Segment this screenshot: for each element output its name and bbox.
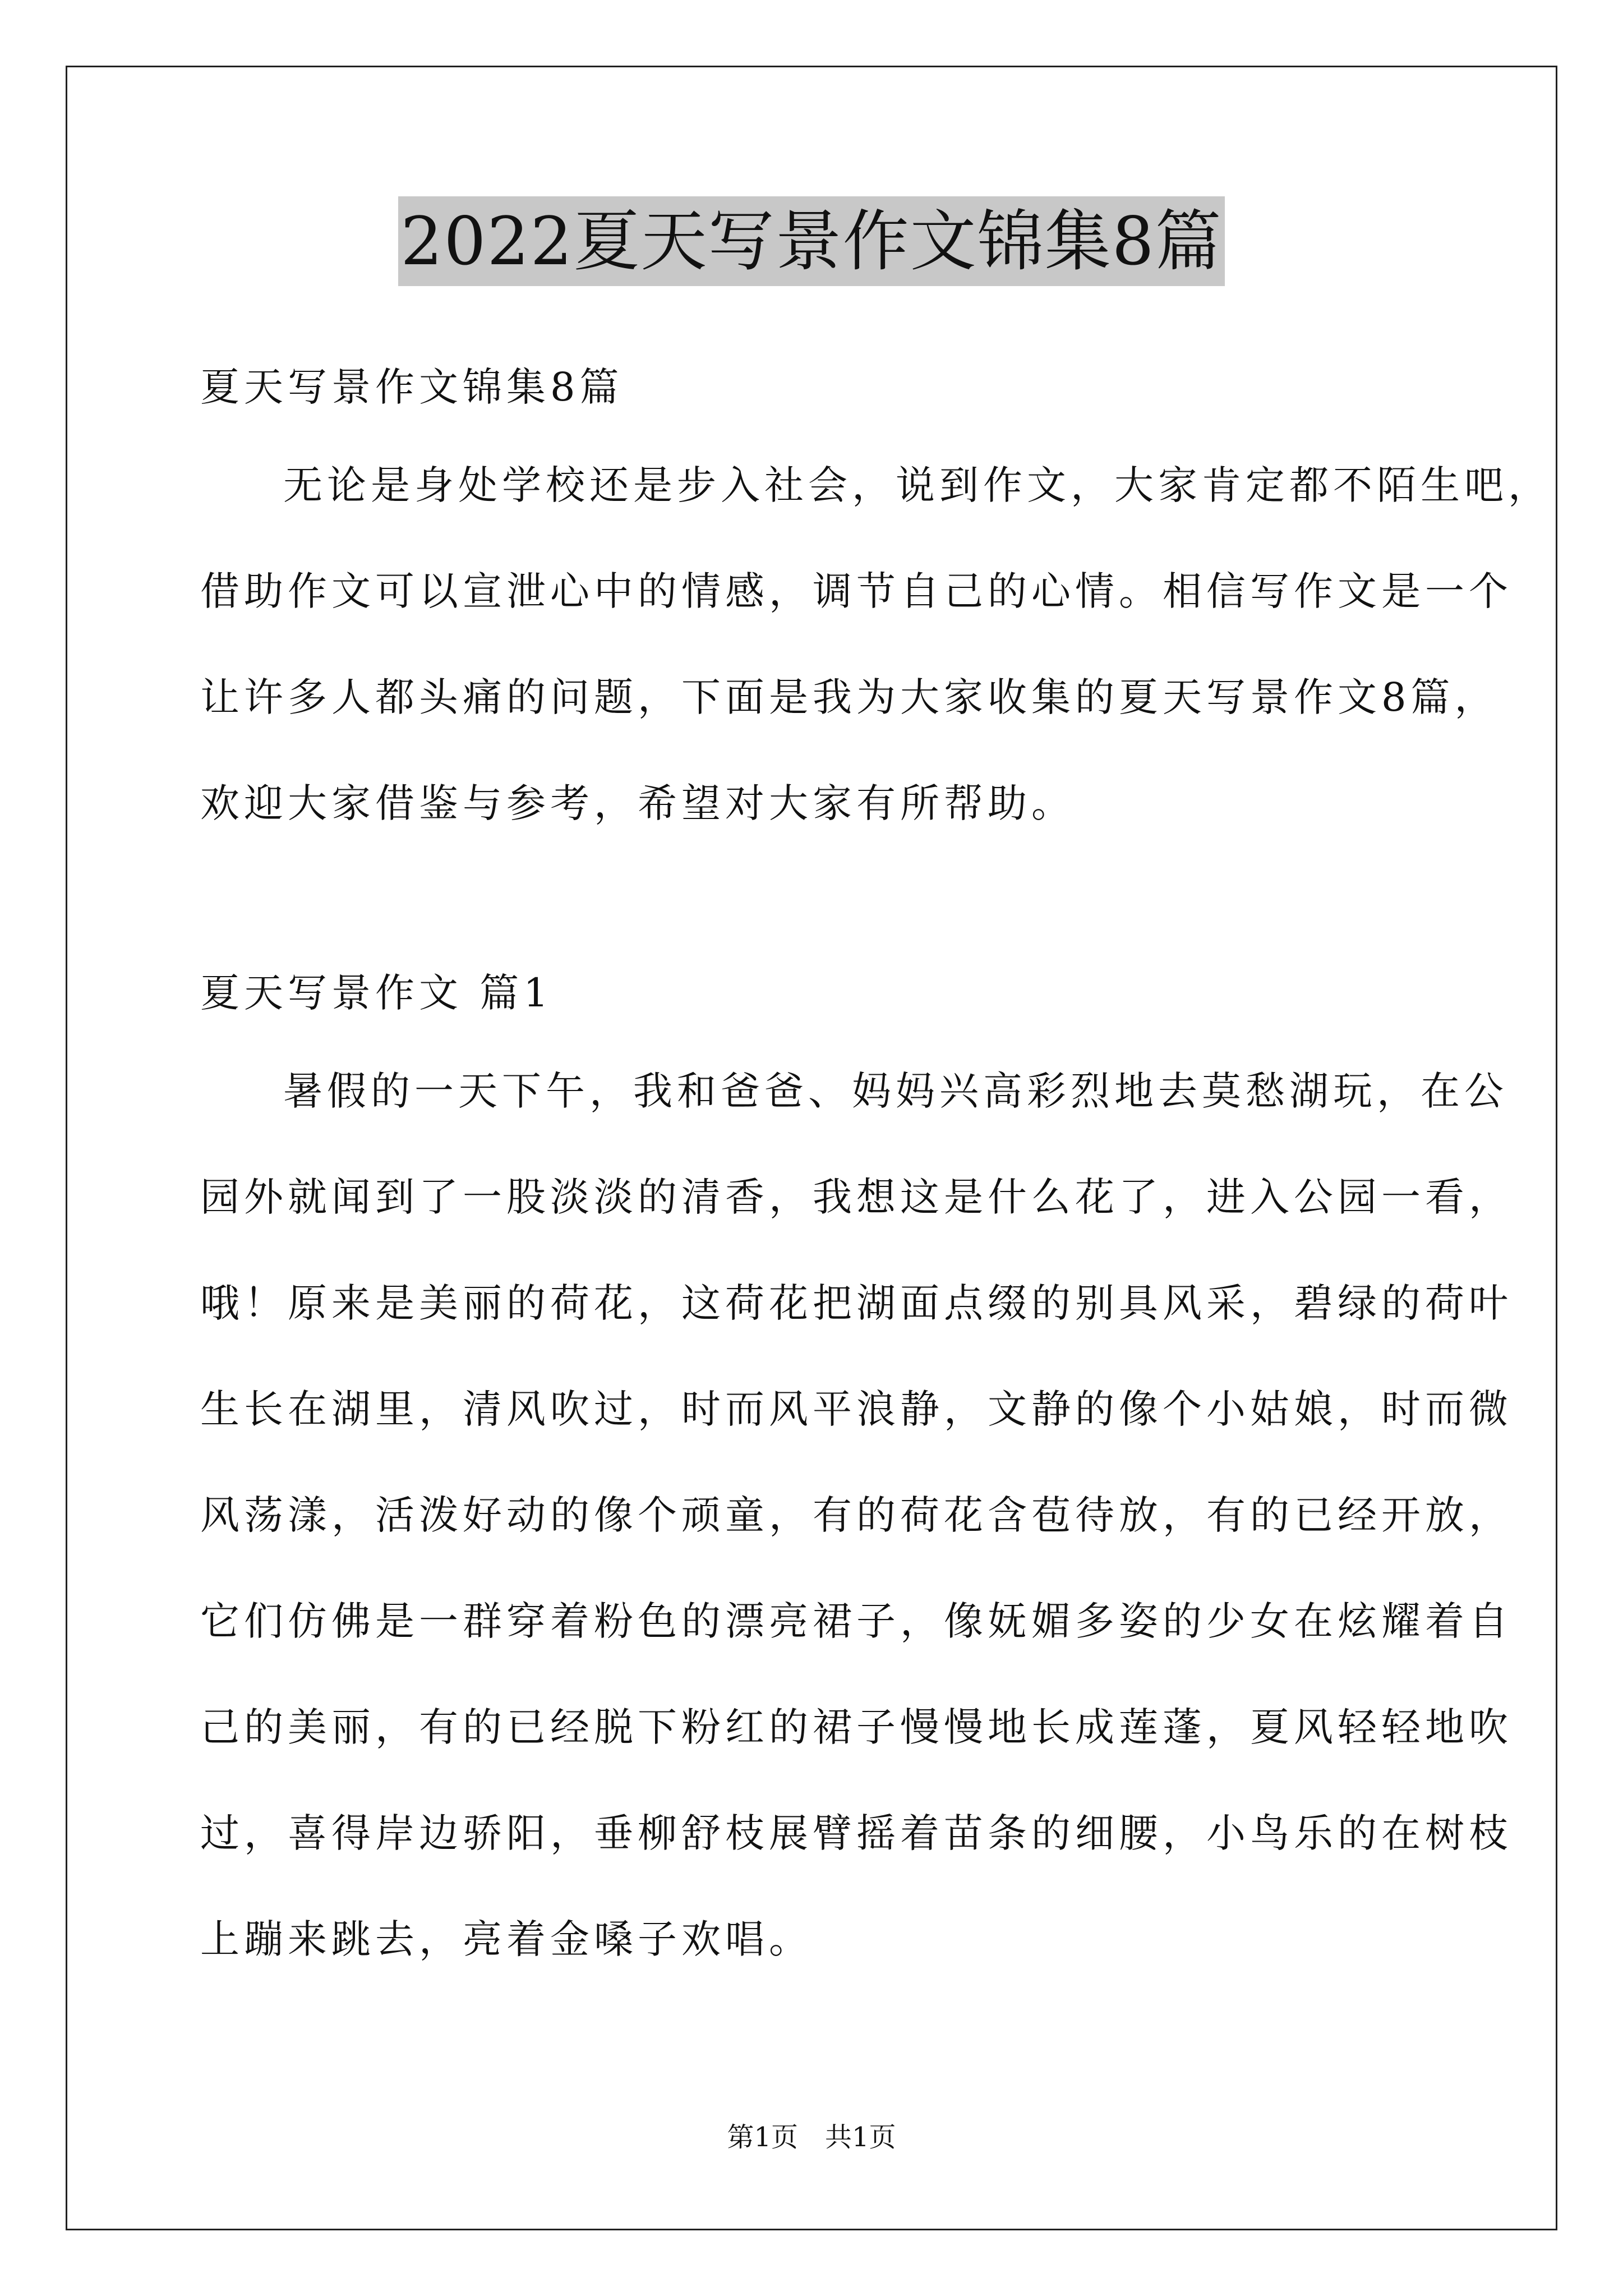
section-heading: 夏天写景作文 篇1	[200, 970, 553, 1016]
paragraph-line: 过，喜得岸边骄阳，垂柳舒枝展臂摇着苗条的细腰，小鸟乐的在树枝	[200, 1810, 1513, 1856]
intro-line: 借助作文可以宣泄心中的情感，调节自己的心情。相信写作文是一个	[200, 568, 1513, 614]
paragraph-line: 哦！原来是美丽的荷花，这荷花把湖面点缀的别具风采，碧绿的荷叶	[200, 1280, 1513, 1326]
paragraph-line: 它们仿佛是一群穿着粉色的漂亮裙子，像妩媚多姿的少女在炫耀着自	[200, 1598, 1513, 1644]
page-footer: 第1页 共1页	[727, 2122, 896, 2153]
document-title: 2022夏天写景作文锦集8篇	[398, 196, 1224, 286]
paragraph-line: 暑假的一天下午，我和爸爸、妈妈兴高彩烈地去莫愁湖玩，在公	[283, 1068, 1508, 1114]
paragraph-line: 生长在湖里，清风吹过，时而风平浪静，文静的像个小姑娘，时而微	[200, 1386, 1513, 1432]
paragraph-line: 风荡漾，活泼好动的像个顽童，有的荷花含苞待放，有的已经开放，	[200, 1492, 1513, 1538]
title-container	[0, 196, 1623, 286]
document-subtitle: 夏天写景作文锦集8篇	[200, 364, 624, 410]
paragraph-line: 己的美丽，有的已经脱下粉红的裙子慢慢地长成莲蓬，夏风轻轻地吹	[200, 1704, 1513, 1750]
intro-line: 无论是身处学校还是步入社会，说到作文，大家肯定都不陌生吧，	[283, 462, 1552, 508]
paragraph-line: 园外就闻到了一股淡淡的清香，我想这是什么花了，进入公园一看，	[200, 1174, 1513, 1220]
intro-line: 让许多人都头痛的问题，下面是我为大家收集的夏天写景作文8篇，	[200, 674, 1498, 720]
intro-line: 欢迎大家借鉴与参考，希望对大家有所帮助。	[200, 780, 1075, 826]
paragraph-line: 上蹦来跳去，亮着金嗓子欢唱。	[200, 1916, 813, 1962]
